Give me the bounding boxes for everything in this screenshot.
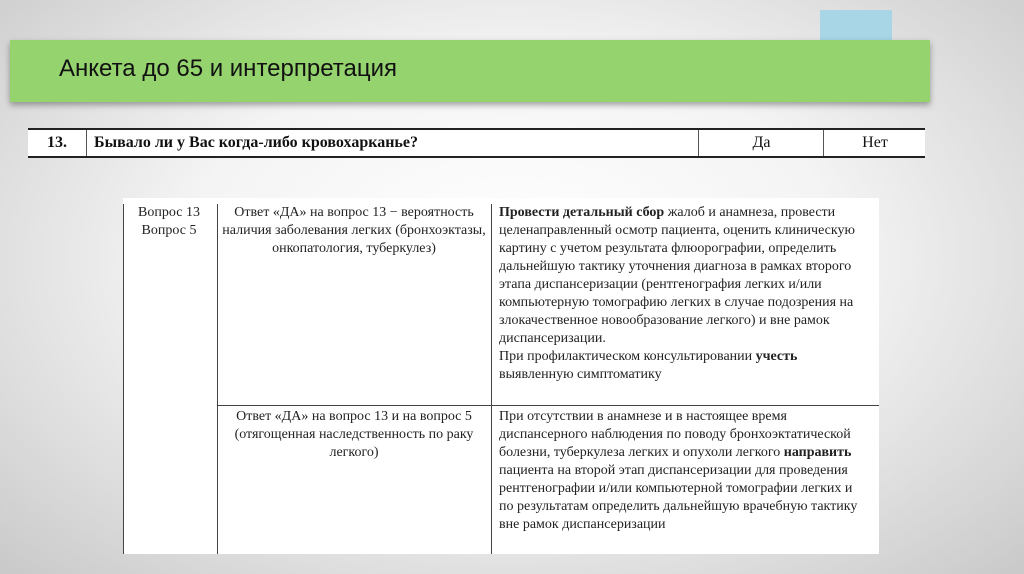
question-row: [28, 128, 925, 158]
action-cell: [499, 408, 869, 534]
table-border-left: [123, 204, 124, 554]
action-text: выявленную симптоматику: [499, 367, 662, 382]
condition-cell: Ответ «ДА» на вопрос 13 и на вопрос 5 (отягощенная наследственность по раку легкого): [234, 409, 474, 460]
question-refs-cell: [123, 204, 215, 240]
question-ref: Вопрос 5: [141, 223, 197, 238]
title-bar: [10, 40, 930, 102]
condition-cell: Ответ «ДА» на вопрос 13 − вероятность наличия заболевания легких (бронхоэктазы, онкопатология, туберкулез): [222, 205, 486, 256]
action-text: При профилактическом консультировании: [499, 349, 756, 364]
table-row-divider: [217, 405, 879, 406]
question-number: 13.: [28, 130, 87, 156]
answer-yes: Да: [698, 130, 824, 156]
action-text: При отсутствии в анамнезе и в настоящее время диспансерного наблюдения по поводу бронхоэктатической болезни, туберкулеза легких и опухоли легкого: [499, 409, 851, 460]
table-divider-1: [217, 204, 218, 554]
action-emphasis: направить: [783, 445, 852, 460]
action-cell: [499, 204, 869, 384]
question-text: Бывало ли у Вас когда-либо кровохарканье?: [94, 134, 418, 151]
table-divider-2: [491, 204, 492, 554]
action-text: пациента на второй этап диспансеризации для проведения рентгенографии и/или компьютерной томографии легких и по результатам определить дальнейшую врачебную тактику вне рамок диспансеризации: [499, 463, 858, 532]
action-emphasis: учесть: [755, 349, 798, 364]
action-text: жалоб и анамнеза, провести целенаправленный осмотр пациента, оценить клиническую картину с учетом результата флюорографии, определить дальнейшую тактику уточнения диагноза в рамках второго этапа диспансеризации (рентгенография легких и/или компьютерную томографию легких в случае подозрения на злокачественное новообразование легкого) и вне рамок диспансеризации.: [499, 205, 855, 346]
slide-title: Анкета до 65 и интерпретация: [59, 55, 397, 82]
question-ref: Вопрос 13: [138, 205, 200, 220]
interpretation-table: [123, 198, 879, 554]
action-emphasis: Провести детальный сбор: [499, 205, 665, 220]
answer-no: Нет: [823, 130, 926, 156]
